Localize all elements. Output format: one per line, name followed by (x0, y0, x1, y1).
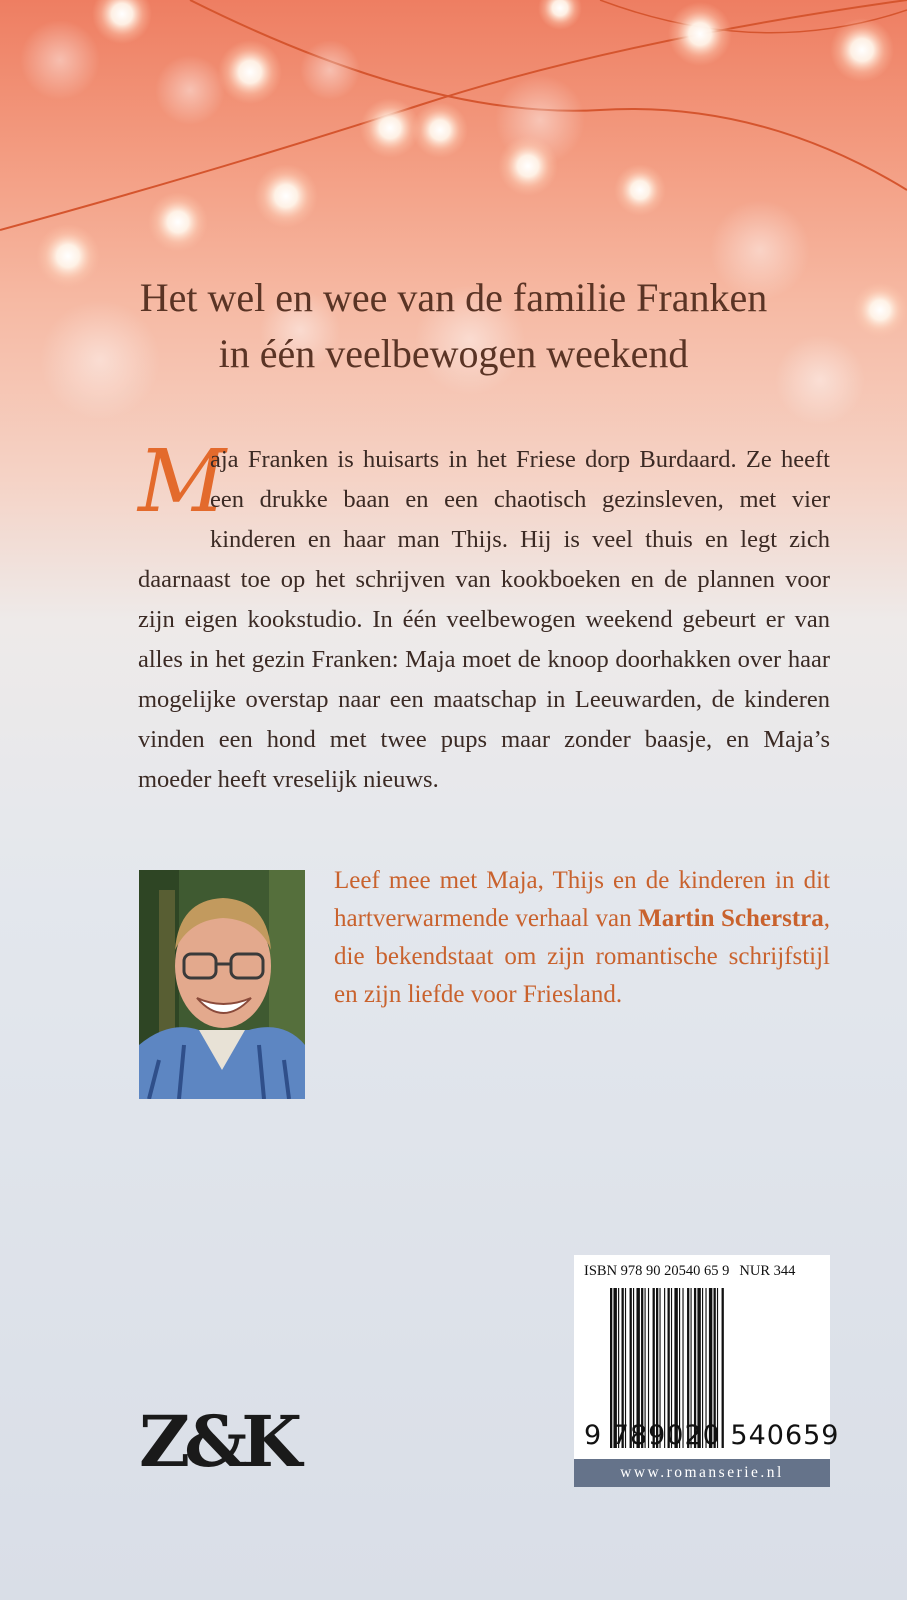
author-bio-rest: , die bekendstaat om zijn romantische schrijfstijl en zijn liefde voor Friesland. (334, 905, 830, 1008)
author-bio-intro: Leef mee met Maja, Thijs en de kinderen in dit hartverwarmende verhaal van (334, 867, 830, 932)
author-photo (139, 870, 305, 1099)
barcode-panel (574, 1255, 840, 1487)
drop-cap: M (138, 432, 227, 532)
headline-line-2: in één veelbewogen weekend (218, 331, 689, 376)
website-band (574, 1459, 830, 1487)
isbn-line (584, 1263, 795, 1280)
website-url: www.romanserie.nl (620, 1464, 784, 1481)
barcode-digits: 9 789020 540659 (584, 1420, 840, 1451)
nur-code: NUR 344 (739, 1263, 796, 1279)
headline-line-1: Het wel en wee van de familie Franken (139, 275, 768, 320)
blurb (138, 432, 830, 800)
headline (0, 270, 907, 382)
author-bio (334, 862, 830, 1014)
isbn-number: ISBN 978 90 20540 65 9 (584, 1263, 730, 1279)
author-name: Martin Scherstra (638, 905, 824, 932)
publisher-logo: Z&K (139, 1400, 297, 1483)
blurb-text: aja Franken is huisarts in het Friese dorp Burdaard. Ze heeft een drukke baan en een chaotisch gezinsleven, met vier kinderen en haar man Thijs. Hij is veel thuis en legt zich daarnaast toe op het schrijven van kookboeken en de plannen voor zijn eigen kookstudio. In één veelbewogen weekend gebeurt er van alles in het gezin Franken: Maja moet de knoop doorhakken over haar mogelijke overstap naar een maatschap in Leeuwarden, de kinderen vinden een hond met twee pups maar zonder baasje, en Maja’s moeder heeft vreselijk nieuws. (138, 446, 830, 793)
